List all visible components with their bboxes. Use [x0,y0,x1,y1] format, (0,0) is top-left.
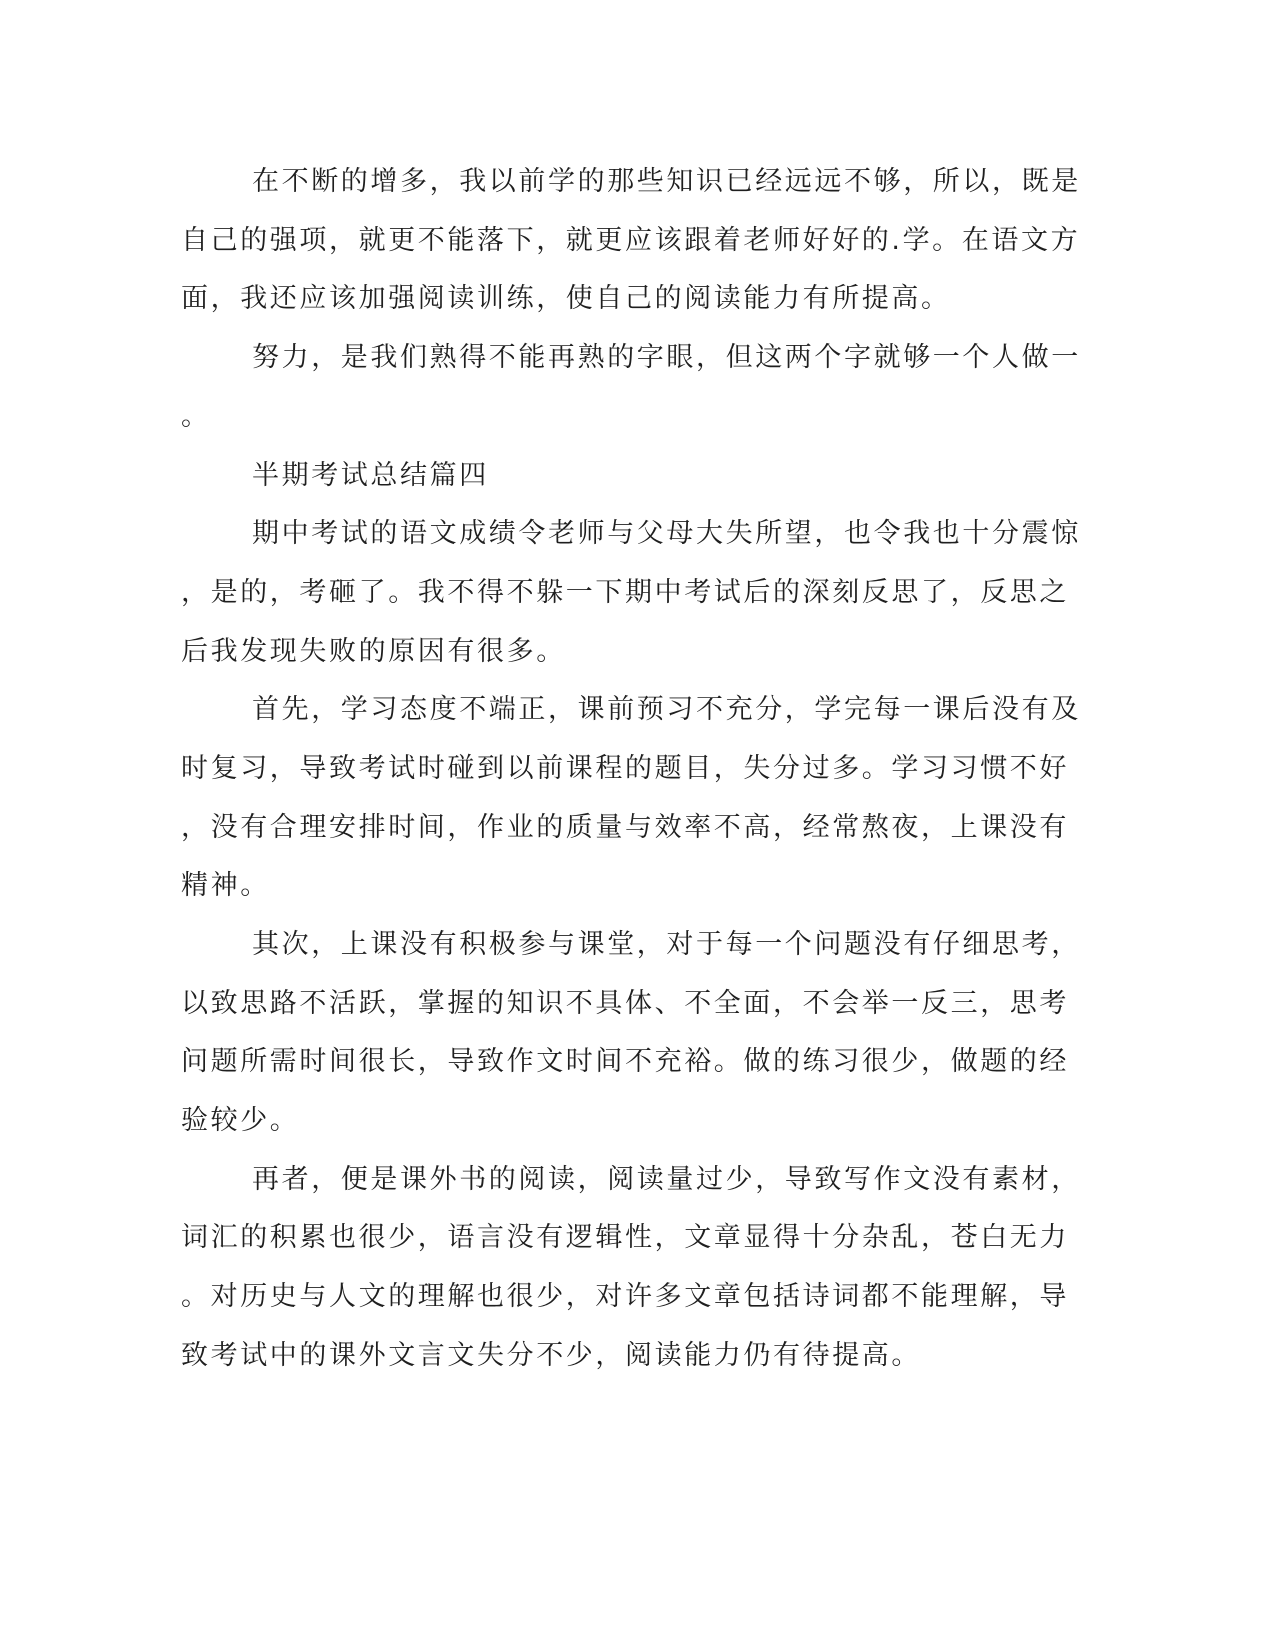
text-line-7: 期中考试的语文成绩令老师与父母大失所望，也令我也十分震惊 [252,518,1081,549]
text-line-9: 后我发现失败的原因有很多。 [181,636,566,667]
text-line-21: 致考试中的课外文言文失分不少，阅读能力仍有待提高。 [181,1340,921,1371]
text-line-8: ，是的，考砸了。我不得不躲一下期中考试后的深刻反思了，反思之 [181,577,1069,608]
text-line-10: 首先，学习态度不端正，课前预习不充分，学完每一课后没有及 [252,694,1081,725]
text-line-3: 面，我还应该加强阅读训练，使自己的阅读能力有所提高。 [181,283,951,314]
text-line-17: 验较少。 [181,1105,300,1136]
text-line-4: 努力，是我们熟得不能再熟的字眼，但这两个字就够一个人做一 [252,342,1081,373]
text-line-5: 。 [181,401,211,432]
text-line-16: 问题所需时间很长，导致作文时间不充裕。做的练习很少，做题的经 [181,1046,1069,1077]
text-line-12: ，没有合理安排时间，作业的质量与效率不高，经常熬夜，上课没有 [181,812,1069,843]
text-line-15: 以致思路不活跃，掌握的知识不具体、不全面，不会举一反三，思考 [181,988,1069,1019]
text-line-18: 再者，便是课外书的阅读，阅读量过少，导致写作文没有素材， [252,1164,1081,1195]
section-heading: 半期考试总结篇四 [252,460,489,491]
text-line-19: 词汇的积累也很少，语言没有逻辑性，文章显得十分杂乱，苍白无力 [181,1222,1069,1253]
text-line-1: 在不断的增多，我以前学的那些知识已经远远不够，所以，既是 [252,166,1081,197]
text-line-2: 自己的强项，就更不能落下，就更应该跟着老师好好的.学。在语文方 [181,225,1081,256]
text-line-13: 精神。 [181,870,270,901]
text-line-11: 时复习，导致考试时碰到以前课程的题目，失分过多。学习习惯不好 [181,753,1069,784]
text-line-20: 。对历史与人文的理解也很少，对许多文章包括诗词都不能理解，导 [181,1281,1069,1312]
text-line-14: 其次，上课没有积极参与课堂，对于每一个问题没有仔细思考， [252,929,1081,960]
